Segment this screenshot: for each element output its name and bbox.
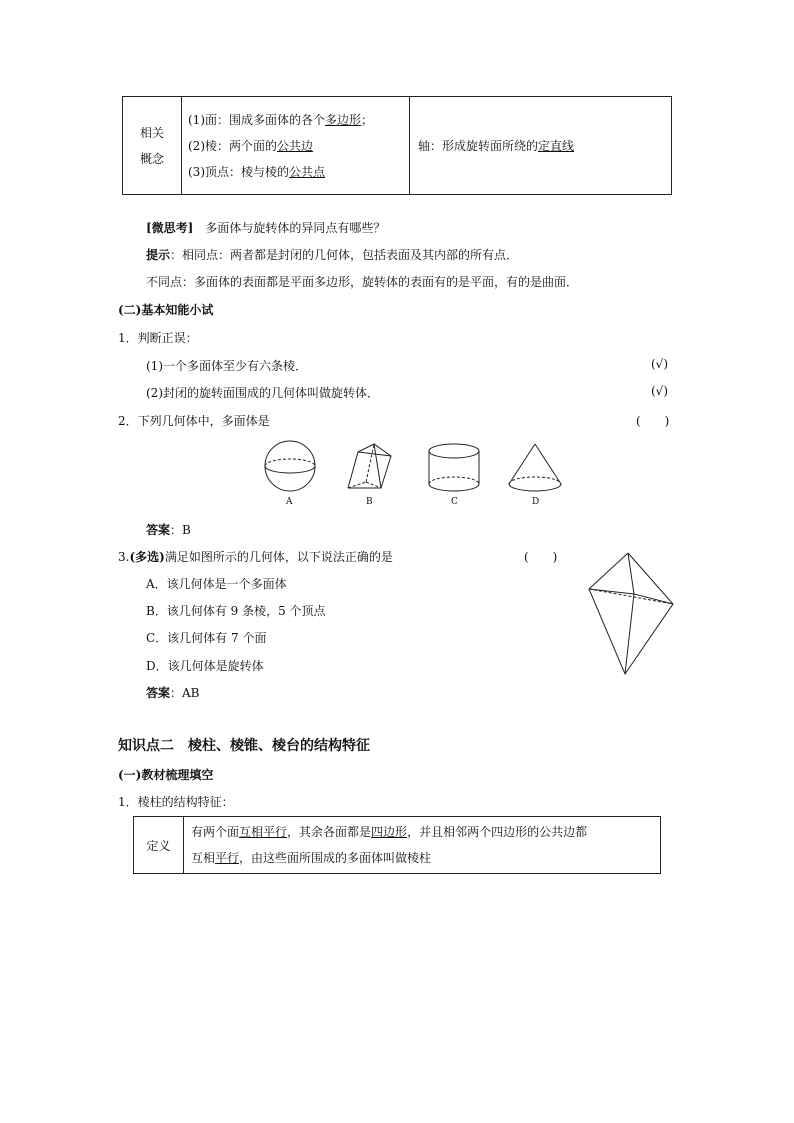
q1-item-b: (2)封闭的旋转面围成的几何体叫做旋转体． <box>146 386 379 400</box>
q3-stem: 3.(多选)满足如图所示的几何体，以下说法正确的是 <box>118 550 393 564</box>
q3-option-a: A．该几何体是一个多面体 <box>146 577 287 591</box>
def-content-cell <box>184 817 661 874</box>
concept-table <box>122 96 672 195</box>
prism-shape <box>348 444 391 488</box>
q1-stem: 1．判断正误： <box>118 331 198 345</box>
rotation-concepts-cell <box>410 97 672 195</box>
q3-option-d: D．该几何体是旋转体 <box>146 659 264 673</box>
concept-face: (1)面：围成多面体的各个多边形； <box>188 112 374 127</box>
solid-label-c: C <box>451 497 458 507</box>
concept-header: 相关概念 <box>139 125 164 166</box>
solid-label-d: D <box>532 497 540 507</box>
q2-paren: ( ) <box>636 414 670 428</box>
def-label: 定义 <box>146 838 171 853</box>
prism-definition-table <box>133 816 661 874</box>
cylinder-shape <box>429 444 479 491</box>
def-line-2: 互相平行，由这些面所围成的多面体叫做棱柱 <box>191 851 432 865</box>
q3-answer: 答案：AB <box>146 686 200 700</box>
solid-label-a: A <box>286 497 293 507</box>
q3-option-c: C．该几何体有 7 个面 <box>146 631 267 645</box>
q2-answer: 答案：B <box>146 523 191 537</box>
q1-item-a: (1)一个多面体至少有六条棱． <box>146 359 307 373</box>
concept-edge: (2)棱：两个面的公共边 <box>188 138 314 153</box>
kp2-title: 知识点二 棱柱、棱锥、棱台的结构特征 <box>118 738 370 754</box>
hint-tag: 提示 <box>146 248 171 262</box>
concept-axis: 轴：形成旋转面所绕的定直线 <box>418 139 575 153</box>
q1-item-a-mark: (√) <box>651 357 669 371</box>
q1-item-b-mark: (√) <box>651 384 669 398</box>
concept-header-cell <box>123 97 182 195</box>
think-tag: [微思考] <box>146 221 194 235</box>
def-label-cell <box>134 817 184 874</box>
think-diff: 不同点：多面体的表面都是平面多边形，旋转体的表面有的是平面，有的是曲面． <box>146 275 579 289</box>
prism-heading: 1．棱柱的结构特征： <box>118 795 234 809</box>
def-line-1: 有两个面互相平行，其余各面都是四边形，并且相邻两个四边形的公共边都 <box>191 825 588 839</box>
q3-paren: ( ) <box>524 550 558 564</box>
sub1-title: (一)教材梳理填空 <box>118 768 214 782</box>
think-question: [微思考] 多面体与旋转体的异同点有哪些？ <box>146 221 386 235</box>
cone-shape <box>509 444 561 491</box>
q3-multi-tag: (多选) <box>129 550 165 564</box>
sphere-shape <box>265 441 315 491</box>
q2-stem: 2．下列几何体中，多面体是 <box>118 414 270 428</box>
q2-solids-figure <box>250 436 580 516</box>
think-hint: 提示：相同点：两者都是封闭的几何体，包括表面及其内部的所有点． <box>146 248 519 262</box>
q3-bipyramid-figure <box>585 546 680 678</box>
section2-title: (二)基本知能小试 <box>118 303 214 317</box>
concept-vertex: (3)顶点：棱与棱的公共点 <box>188 164 326 179</box>
q3-option-b: B．该几何体有 9 条棱，5 个顶点 <box>146 604 326 618</box>
solid-label-b: B <box>366 497 373 507</box>
polyhedron-concepts-cell <box>182 97 410 195</box>
